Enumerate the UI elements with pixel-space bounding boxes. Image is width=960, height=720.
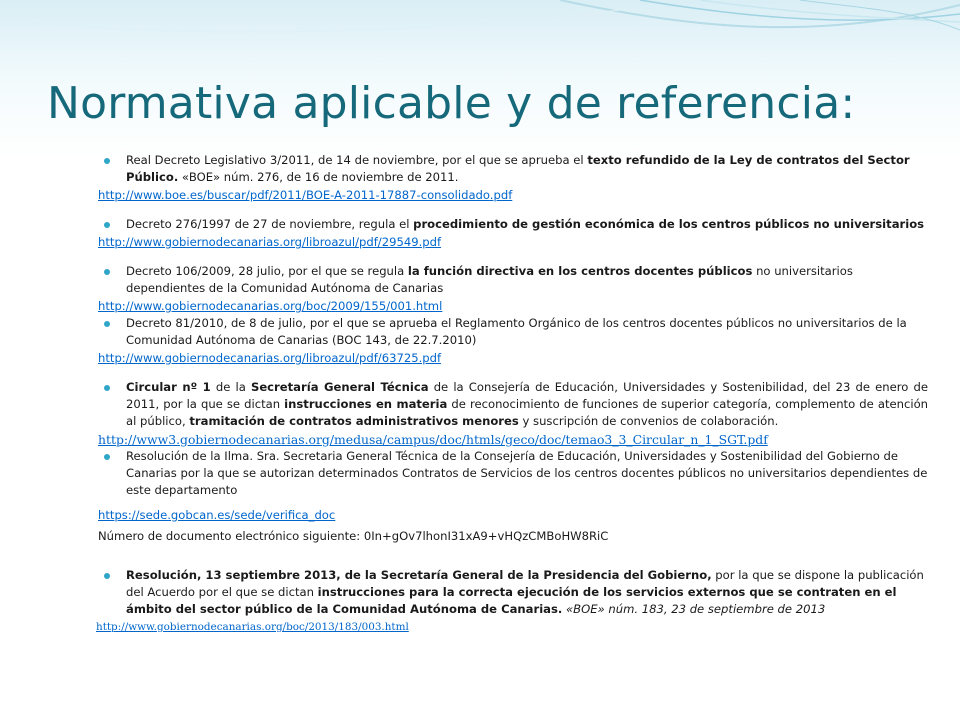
header-wave-decoration xyxy=(0,0,960,90)
list-item: Decreto 276/1997 de 27 de noviembre, regula el procedimiento de gestión económica de los centros públicos no universitarios xyxy=(98,216,928,233)
bullet-icon xyxy=(104,158,110,164)
bullet-icon xyxy=(104,454,110,460)
reference-link[interactable]: http://www3.gobiernodecanarias.org/medusa/campus/doc/htmls/geco/doc/temao3_3_Circular_n_1_SGT.pdf xyxy=(98,432,768,447)
reference-link[interactable]: http://www.gobiernodecanarias.org/boc/2013/183/003.html xyxy=(96,621,409,633)
bullet-icon xyxy=(104,321,110,327)
document-number: Número de documento electrónico siguiente: 0In+gOv7lhonI31xA9+vHQzCMBoHW8RiC xyxy=(98,529,609,543)
bullet-icon xyxy=(104,222,110,228)
reference-link[interactable]: https://sede.gobcan.es/sede/verifica_doc xyxy=(98,508,336,522)
page-title: Normativa aplicable y de referencia: xyxy=(47,78,856,129)
reference-link[interactable]: http://www.gobiernodecanarias.org/libroazul/pdf/29549.pdf xyxy=(98,235,442,249)
bullet-icon xyxy=(104,269,110,275)
list-item: Decreto 81/2010, de 8 de julio, por el que se aprueba el Reglamento Orgánico de los centros docentes públicos no universitarios de la Comunidad Autónoma de Canarias (BOC 143, de 22.7.2010) xyxy=(98,315,928,349)
list-item: Real Decreto Legislativo 3/2011, de 14 de noviembre, por el que se aprueba el texto refundido de la Ley de contratos del Sector Público. «BOE» núm. 276, de 16 de noviembre de 2011. xyxy=(98,152,928,186)
list-item: Decreto 106/2009, 28 julio, por el que se regula la función directiva en los centros docentes públicos no universitarios dependientes de la Comunidad Autónoma de Canarias xyxy=(98,263,928,297)
list-item: Circular nº 1 de la Secretaría General Técnica de la Consejería de Educación, Universidades y Sostenibilidad, del 23 de enero de 2011, por la que se dictan instrucciones en materia de reconocimiento de funciones de superior categoría, complemento de atención al público, tramitación de contratos administrativos menores y suscripción de convenios de colaboración. xyxy=(98,379,928,430)
list-item: Resolución de la Ilma. Sra. Secretaria General Técnica de la Consejería de Educación, Universidades y Sostenibilidad del Gobierno de Canarias por la que se autorizan determinados Contratos de Servicios de los centros docentes públicos no universitarios dependientes de este departamento xyxy=(98,448,928,499)
list-item: Resolución, 13 septiembre 2013, de la Secretaría General de la Presidencia del Gobierno, por la que se dispone la publicación del Acuerdo por el que se dictan instrucciones para la correcta ejecución de los servicios externos que se contraten en el ámbito del sector público de la Comunidad Autónoma de Canarias. «BOE» núm. 183, 23 de septiembre de 2013 xyxy=(98,567,928,618)
reference-link[interactable]: http://www.gobiernodecanarias.org/libroazul/pdf/63725.pdf xyxy=(98,351,442,365)
reference-link[interactable]: http://www.gobiernodecanarias.org/boc/2009/155/001.html xyxy=(98,299,443,313)
references-list xyxy=(98,152,928,636)
reference-link[interactable]: http://www.boe.es/buscar/pdf/2011/BOE-A-2011-17887-consolidado.pdf xyxy=(98,188,513,202)
bullet-icon xyxy=(104,573,110,579)
bullet-icon xyxy=(104,385,110,391)
